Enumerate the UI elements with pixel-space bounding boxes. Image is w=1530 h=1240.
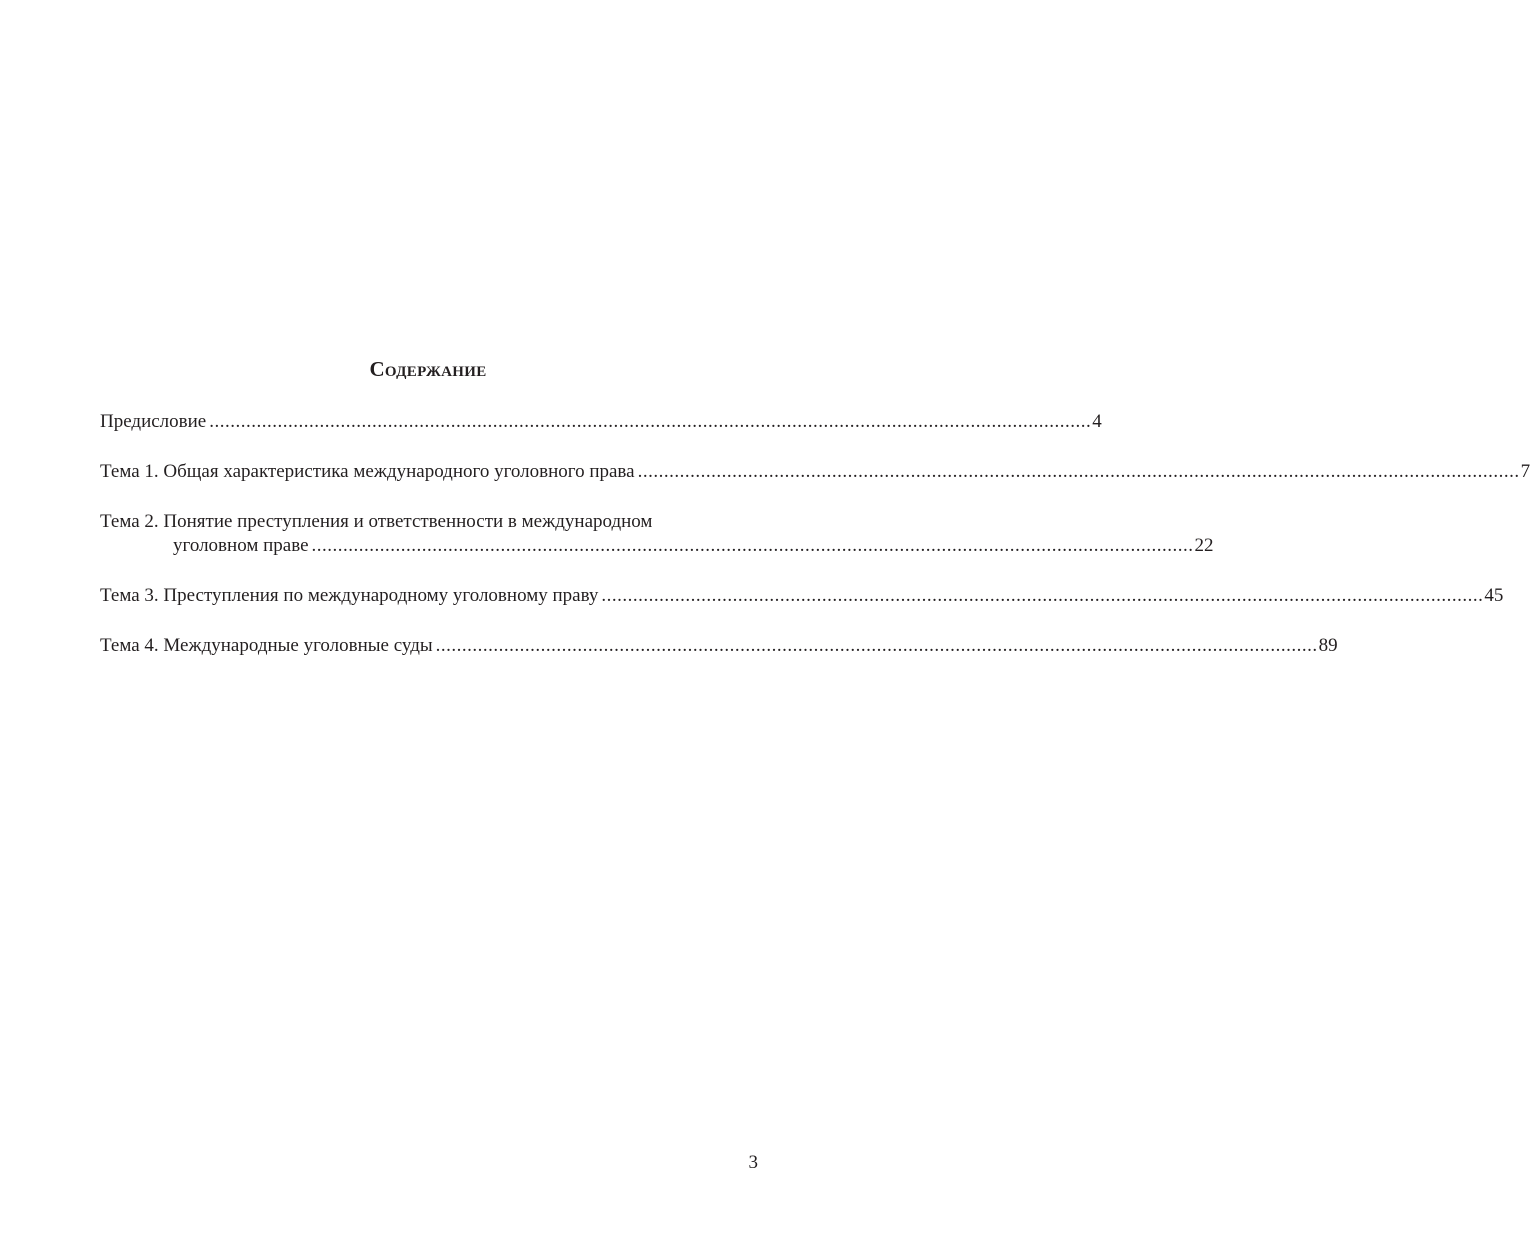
toc-entry-label: Тема 2. Понятие преступления и ответственности в международном: [100, 511, 653, 532]
toc-title: Содержание: [369, 357, 487, 381]
toc-entry-page: 4: [1092, 411, 1102, 432]
toc-entry-label-continuation: уголовном праве: [173, 535, 309, 556]
toc-entry-page: 45: [1484, 585, 1504, 606]
toc-entry-page: 7: [1520, 461, 1530, 482]
toc-leader-dots: ........................................................................................................................................................................: [637, 461, 1520, 482]
toc-entry-label: Тема 4. Международные уголовные суды: [100, 635, 433, 656]
toc-leader-dots: ........................................................................................................................................................................: [311, 535, 1194, 556]
toc-entry-label: Тема 1. Общая характеристика международного уголовного права: [100, 461, 635, 482]
toc-entry-page: 22: [1194, 535, 1214, 556]
toc-entry-label: Тема 3. Преступления по международному уголовному праву: [100, 585, 599, 606]
toc-entry-topic-3: [100, 584, 1504, 608]
toc-entry-topic-1: [100, 460, 1530, 484]
toc-entry-topic-4: [100, 634, 1338, 658]
toc-entry-label: Предисловие: [100, 411, 207, 432]
toc-leader-dots: ........................................................................................................................................................................: [209, 411, 1092, 432]
table-of-contents: [100, 410, 1530, 684]
page-number: 3: [748, 1152, 758, 1173]
toc-row-continuation: [100, 534, 1214, 558]
toc-entry-preface: [100, 410, 1102, 434]
toc-row: [100, 410, 1102, 434]
toc-row: [100, 634, 1338, 658]
toc-entry-page: 89: [1318, 635, 1338, 656]
toc-leader-dots: ........................................................................................................................................................................: [601, 585, 1484, 606]
toc-entry-topic-2: [100, 510, 1214, 558]
toc-row: [100, 460, 1530, 484]
toc-leader-dots: ........................................................................................................................................................................: [435, 635, 1318, 656]
toc-row: [100, 510, 756, 534]
toc-row: [100, 584, 1504, 608]
